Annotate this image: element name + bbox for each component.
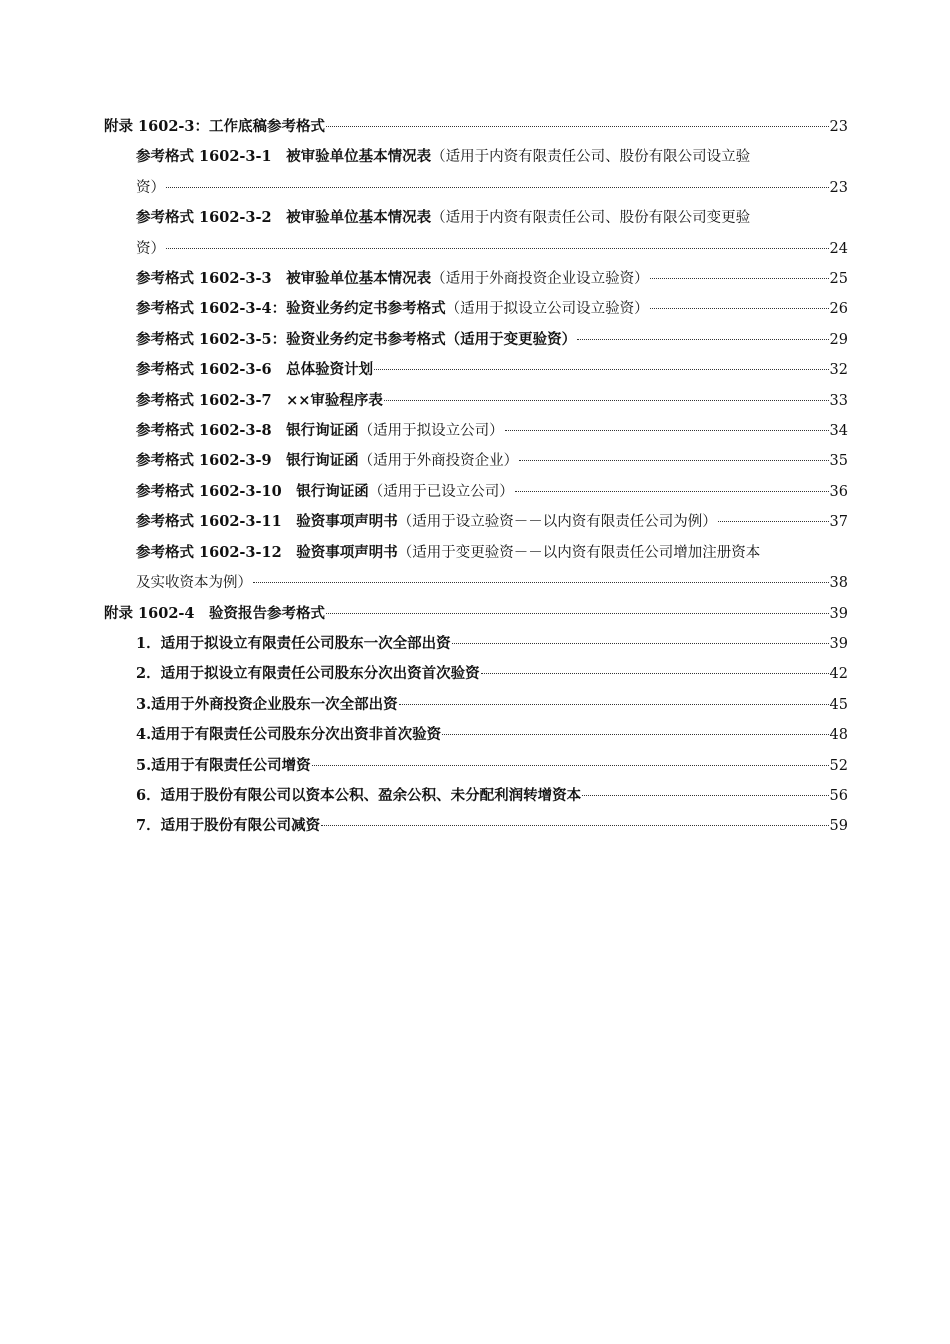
toc-entry-report-1[interactable] [104, 629, 848, 659]
toc-entry-1602-3-12[interactable] [104, 538, 848, 599]
toc-entry-label: 附录 1602-4 验资报告参考格式 [104, 604, 326, 622]
toc-page-number: 48 [829, 727, 848, 744]
toc-entry-label: 3.适用于外商投资企业股东一次全部出资 [136, 695, 398, 713]
toc-entry-label: 参考格式 1602-3-5：验资业务约定书参考格式（适用于变更验资） [136, 330, 577, 348]
toc-leader-dots [326, 613, 829, 614]
toc-entry-note: （适用于外商投资企业） [358, 453, 519, 470]
toc-entry-appendix-1602-3[interactable] [104, 112, 848, 142]
toc-entry-note: （适用于设立验资－－以内资有限责任公司为例） [397, 514, 717, 531]
toc-page-number: 35 [829, 453, 848, 470]
toc-page-number: 39 [829, 605, 848, 622]
toc-entry-note: （适用于内资有限责任公司、股份有限公司设立验 [431, 149, 751, 166]
toc-entry-label: 6．适用于股份有限公司以资本公积、盈余公积、未分配利润转增资本 [136, 786, 582, 804]
toc-leader-dots [399, 704, 829, 705]
toc-page-number: 59 [829, 818, 848, 835]
toc-entry-label: 参考格式 1602-3-4：验资业务约定书参考格式 [136, 300, 446, 318]
toc-entry-1602-3-8[interactable] [104, 416, 848, 446]
toc-entry-1602-3-2[interactable] [104, 203, 848, 264]
toc-leader-dots [326, 126, 829, 127]
toc-leader-dots [515, 491, 829, 492]
toc-page-number: 25 [829, 271, 848, 288]
toc-entry-1602-3-6[interactable] [104, 355, 848, 385]
toc-entry-continuation: 资） [136, 179, 165, 196]
toc-entry-label: 4.适用于有限责任公司股东分次出资非首次验资 [136, 726, 442, 744]
toc-leader-dots [374, 369, 828, 370]
toc-entry-report-4[interactable] [104, 720, 848, 750]
toc-entry-continuation: 资） [136, 240, 165, 257]
toc-leader-dots [452, 643, 829, 644]
toc-entry-report-2[interactable] [104, 659, 848, 689]
toc-entry-note: （适用于已设立公司） [368, 483, 514, 500]
toc-page-number: 38 [829, 575, 848, 592]
toc-leader-dots [166, 187, 829, 188]
toc-leader-dots [253, 582, 829, 583]
toc-entry-label: 5.适用于有限责任公司增资 [136, 756, 311, 774]
toc-entry-label: 2．适用于拟设立有限责任公司股东分次出资首次验资 [136, 665, 480, 683]
toc-entry-1602-3-4[interactable] [104, 294, 848, 324]
toc-entry-report-7[interactable] [104, 811, 848, 841]
toc-entry-label: 参考格式 1602-3-7 ××审验程序表 [136, 391, 383, 409]
toc-entry-1602-3-3[interactable] [104, 264, 848, 294]
toc-entry-note: （适用于内资有限责任公司、股份有限公司变更验 [431, 210, 751, 227]
toc-page-number: 36 [829, 483, 848, 500]
toc-leader-dots [505, 430, 829, 431]
toc-leader-dots [312, 765, 829, 766]
toc-entry-1602-3-10[interactable] [104, 477, 848, 507]
toc-leader-dots [650, 278, 829, 279]
toc-entry-1602-3-5[interactable] [104, 325, 848, 355]
toc-page-number: 26 [829, 301, 848, 318]
toc-leader-dots [650, 308, 829, 309]
toc-entry-label: 1．适用于拟设立有限责任公司股东一次全部出资 [136, 634, 451, 652]
toc-entry-label: 参考格式 1602-3-3 被审验单位基本情况表 [136, 270, 432, 288]
table-of-contents [104, 112, 848, 842]
toc-entry-label: 7．适用于股份有限公司减资 [136, 817, 321, 835]
toc-page-number: 34 [829, 423, 848, 440]
toc-entry-label: 参考格式 1602-3-1 被审验单位基本情况表 [136, 148, 432, 166]
toc-leader-dots [481, 673, 829, 674]
toc-entry-label: 参考格式 1602-3-11 验资事项声明书 [136, 513, 398, 531]
toc-page-number: 24 [829, 240, 848, 257]
toc-page-number: 45 [829, 696, 848, 713]
toc-leader-dots [384, 400, 829, 401]
toc-entry-label: 参考格式 1602-3-9 银行询证函 [136, 452, 359, 470]
toc-page-number: 32 [829, 362, 848, 379]
toc-page-number: 37 [829, 514, 848, 531]
toc-entry-report-6[interactable] [104, 781, 848, 811]
toc-entry-report-5[interactable] [104, 751, 848, 781]
toc-leader-dots [442, 734, 828, 735]
toc-entry-label: 参考格式 1602-3-10 银行询证函 [136, 482, 369, 500]
toc-entry-label: 参考格式 1602-3-12 验资事项声明书 [136, 543, 398, 561]
toc-leader-dots [321, 825, 828, 826]
toc-page-number: 23 [829, 119, 848, 135]
toc-entry-1602-3-1[interactable] [104, 142, 848, 203]
toc-entry-note: （适用于拟设立公司设立验资） [445, 301, 649, 318]
toc-leader-dots [577, 339, 828, 340]
toc-entry-report-3[interactable] [104, 690, 848, 720]
toc-entry-label: 参考格式 1602-3-2 被审验单位基本情况表 [136, 209, 432, 227]
toc-page-number: 42 [829, 666, 848, 683]
toc-page-number: 23 [829, 179, 848, 196]
toc-entry-appendix-1602-4[interactable] [104, 599, 848, 629]
toc-leader-dots [582, 795, 828, 796]
toc-entry-label: 附录 1602-3：工作底稿参考格式 [104, 118, 326, 135]
toc-entry-1602-3-11[interactable] [104, 507, 848, 537]
toc-entry-note: （适用于拟设立公司） [358, 423, 504, 440]
toc-page-number: 52 [829, 757, 848, 774]
toc-page-number: 33 [829, 392, 848, 409]
toc-entry-note: （适用于变更验资－－以内资有限责任公司增加注册资本 [397, 544, 761, 561]
toc-entry-1602-3-7[interactable] [104, 386, 848, 416]
toc-page-number: 39 [829, 635, 848, 652]
toc-entry-continuation: 及实收资本为例） [136, 575, 252, 592]
toc-page-number: 29 [829, 331, 848, 348]
toc-leader-dots [718, 521, 829, 522]
toc-entry-label: 参考格式 1602-3-8 银行询证函 [136, 422, 359, 440]
toc-page-number: 56 [829, 787, 848, 804]
toc-entry-label: 参考格式 1602-3-6 总体验资计划 [136, 361, 374, 379]
toc-leader-dots [166, 248, 829, 249]
toc-entry-note: （适用于外商投资企业设立验资） [431, 271, 649, 288]
toc-entry-1602-3-9[interactable] [104, 446, 848, 476]
toc-leader-dots [519, 460, 828, 461]
